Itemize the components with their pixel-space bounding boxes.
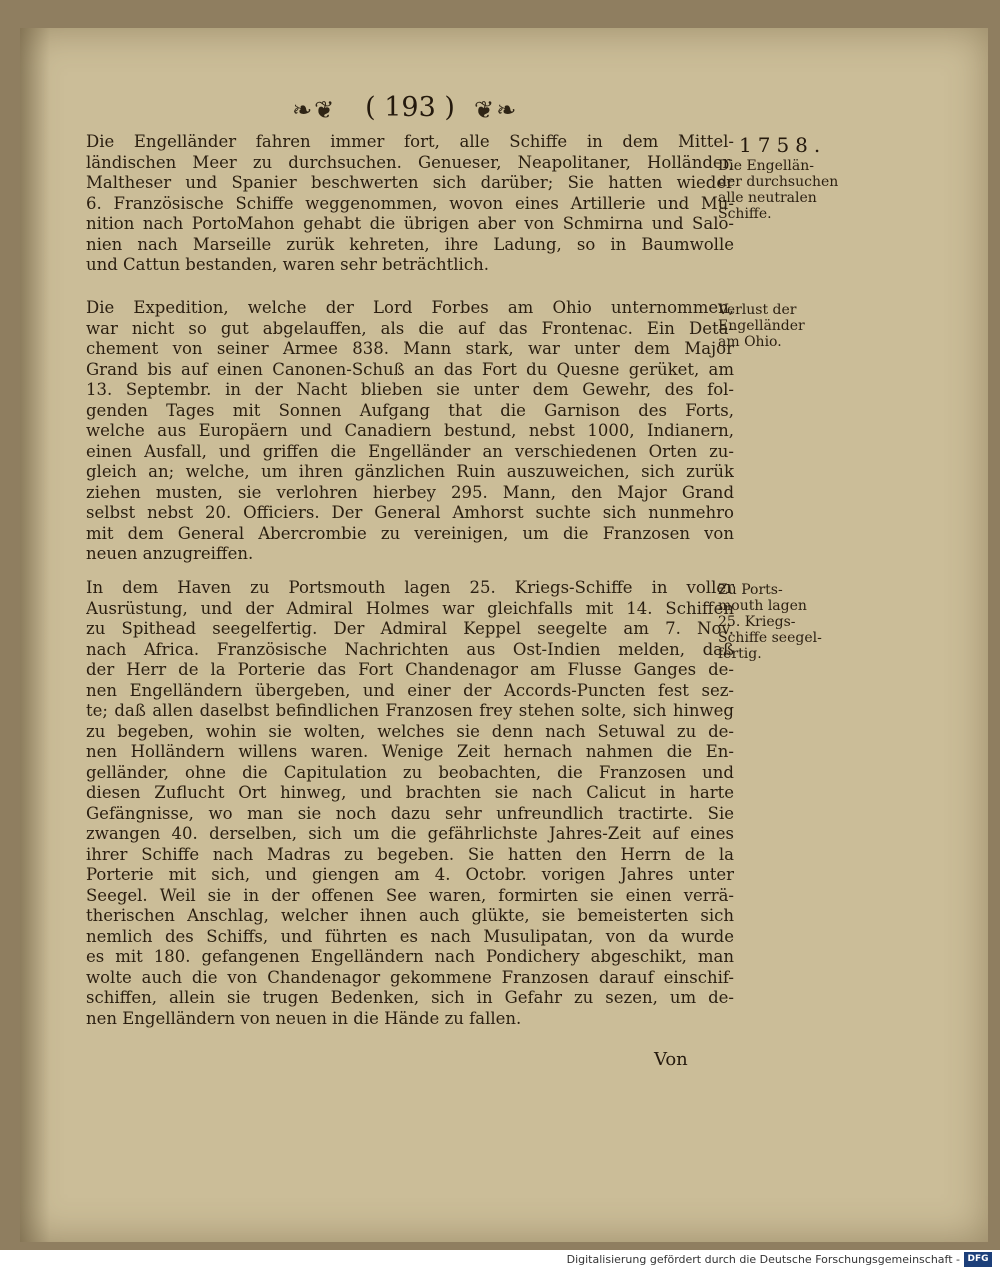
text-line: nen Engelländern von neuen in die Hände zu fallen. — [86, 1008, 522, 1028]
text-line: war nicht so gut abgelauffen, als die auf das Frontenac. Ein Deta- — [86, 318, 734, 338]
text-line: diesen Zuflucht Ort hinweg, und brachten sie nach Calicut in harte — [86, 783, 734, 802]
margin-note-line: 25. Kriegs- — [718, 614, 796, 630]
dfg-credit-text: Digitalisierung gefördert durch die Deutsche Forschungsgemeinschaft - — [566, 1253, 960, 1266]
text-line: nemlich des Schiffs, und führten es nach Musulipatan, von da wurde — [86, 926, 734, 946]
page-binding-shadow — [20, 28, 50, 1242]
margin-note-line: mouth lagen — [718, 598, 807, 614]
text-line: Die Engelländer fahren immer fort, alle Schiffe in dem Mittel- — [86, 132, 734, 151]
text-line: gleich an; welche, um ihren gänzlichen Ruin auszuweichen, sich zurük — [86, 462, 734, 481]
margin-year: 1758. — [739, 133, 827, 157]
paragraph-3 — [86, 578, 734, 1029]
text-line: welche aus Europäern und Canadiern bestund, nebst 1000, Indianern, — [86, 421, 734, 440]
margin-note-2 — [718, 302, 848, 350]
text-line: Gefängnisse, wo man sie noch dazu sehr unfreundlich tractirte. Sie — [86, 803, 734, 823]
page-number: ( 193 ) — [365, 92, 455, 123]
text-line: Die Expedition, welche der Lord Forbes am Ohio unternommen, — [86, 298, 734, 317]
text-line: einen Ausfall, und griffen die Engelländer an verschiedenen Orten zu- — [86, 441, 734, 461]
text-line: zu Spithead seegelfertig. Der Admiral Keppel seegelte am 7. Nov. — [86, 619, 734, 638]
margin-note-line: Engelländer — [718, 318, 805, 334]
text-line: therischen Anschlag, welcher ihnen auch glükte, sie bemeisterten sich — [86, 906, 734, 925]
margin-note-line: der durchsuchen — [718, 174, 839, 190]
dfg-logo[interactable]: DFG — [964, 1252, 992, 1267]
text-line: wolte auch die von Chandenagor gekommene Franzosen darauf einschif- — [86, 967, 734, 987]
text-line: es mit 180. gefangenen Engelländern nach Pondichery abgeschikt, man — [86, 947, 734, 966]
margin-note-line: am Ohio. — [718, 334, 782, 350]
margin-note-1 — [718, 158, 848, 222]
text-line: 13. Septembr. in der Nacht blieben sie unter dem Gewehr, des fol- — [86, 380, 734, 399]
text-line: zwangen 40. derselben, sich um die gefährlichste Jahres-Zeit auf eines — [86, 824, 734, 843]
text-line: Grand bis auf einen Canonen-Schuß an das Fort du Quesne gerüket, am — [86, 359, 734, 379]
book-page — [20, 28, 988, 1242]
text-line: nen Holländern willens waren. Wenige Zeit hernach nahmen die En- — [86, 742, 734, 761]
margin-note-line: fertig. — [718, 646, 762, 662]
text-line: ihrer Schiffe nach Madras zu begeben. Sie hatten den Herrn de la — [86, 844, 734, 864]
margin-note-line: Die Engellän- — [718, 158, 814, 174]
margin-note-line: alle neutralen — [718, 190, 817, 206]
page-header — [20, 90, 988, 130]
text-line: der Herr de la Porterie das Fort Chandenagor am Flusse Ganges de- — [86, 660, 734, 679]
text-line: In dem Haven zu Portsmouth lagen 25. Kriegs-Schiffe in voller — [86, 578, 734, 597]
text-line: schiffen, allein sie trugen Bedenken, sich in Gefahr zu sezen, um de- — [86, 988, 734, 1007]
text-line: Seegel. Weil sie in der offenen See waren, formirten sie einen verrä- — [86, 885, 734, 905]
margin-note-line: Zu Ports- — [718, 582, 783, 598]
text-line: te; daß allen daselbst befindlichen Franzosen frey stehen solte, sich hinweg — [86, 701, 734, 720]
text-line: nen Engelländern übergeben, und einer der Accords-Puncten fest sez- — [86, 680, 734, 700]
text-line: Porterie mit sich, und giengen am 4. Octobr. vorigen Jahres unter — [86, 865, 734, 884]
text-line: neuen anzugreiffen. — [86, 544, 254, 563]
paragraph-2 — [86, 298, 734, 565]
margin-note-line: Verlust der — [718, 302, 797, 318]
text-line: nach Africa. Französische Nachrichten aus Ost-Indien melden, daß — [86, 639, 734, 659]
text-line: zu begeben, wohin sie wolten, welches sie denn nach Setuwal zu de- — [86, 721, 734, 741]
margin-note-line: Schiffe. — [718, 206, 772, 222]
text-line: mit dem General Abercrombie zu vereinigen, um die Franzosen von — [86, 523, 734, 543]
ornament-right-icon: ❦❧ — [474, 96, 519, 124]
paragraph-1 — [86, 132, 734, 276]
text-line: genden Tages mit Sonnen Aufgang that die Garnison des Forts, — [86, 400, 734, 420]
text-line: ziehen musten, sie verlohren hierbey 295. Mann, den Major Grand — [86, 482, 734, 502]
text-line: nien nach Marseille zurük kehreten, ihre Ladung, so in Baumwolle — [86, 234, 734, 254]
text-line: gelländer, ohne die Capitulation zu beobachten, die Franzosen und — [86, 762, 734, 782]
text-line: chement von seiner Armee 838. Mann stark, war unter dem Major — [86, 339, 734, 358]
text-line: und Cattun bestanden, waren sehr beträchtlich. — [86, 255, 489, 274]
footer-bar — [0, 1250, 1000, 1271]
catchword: Von — [654, 1049, 688, 1070]
text-line: ländischen Meer zu durchsuchen. Genueser, Neapolitaner, Holländer, — [86, 152, 734, 172]
text-line: nition nach PortoMahon gehabt die übrigen aber von Schmirna und Salo- — [86, 214, 734, 233]
margin-note-line: Schiffe seegel- — [718, 630, 822, 646]
text-line: Maltheser und Spanier beschwerten sich darüber; Sie hatten wieder — [86, 173, 734, 192]
text-line: selbst nebst 20. Officiers. Der General Amhorst suchte sich nunmehro — [86, 503, 734, 522]
margin-note-3 — [718, 582, 848, 662]
text-line: 6. Französische Schiffe weggenommen, wovon eines Artillerie und Mu- — [86, 193, 734, 213]
ornament-left-icon: ❧❦ — [292, 96, 337, 124]
text-line: Ausrüstung, und der Admiral Holmes war gleichfalls mit 14. Schiffen — [86, 598, 734, 618]
